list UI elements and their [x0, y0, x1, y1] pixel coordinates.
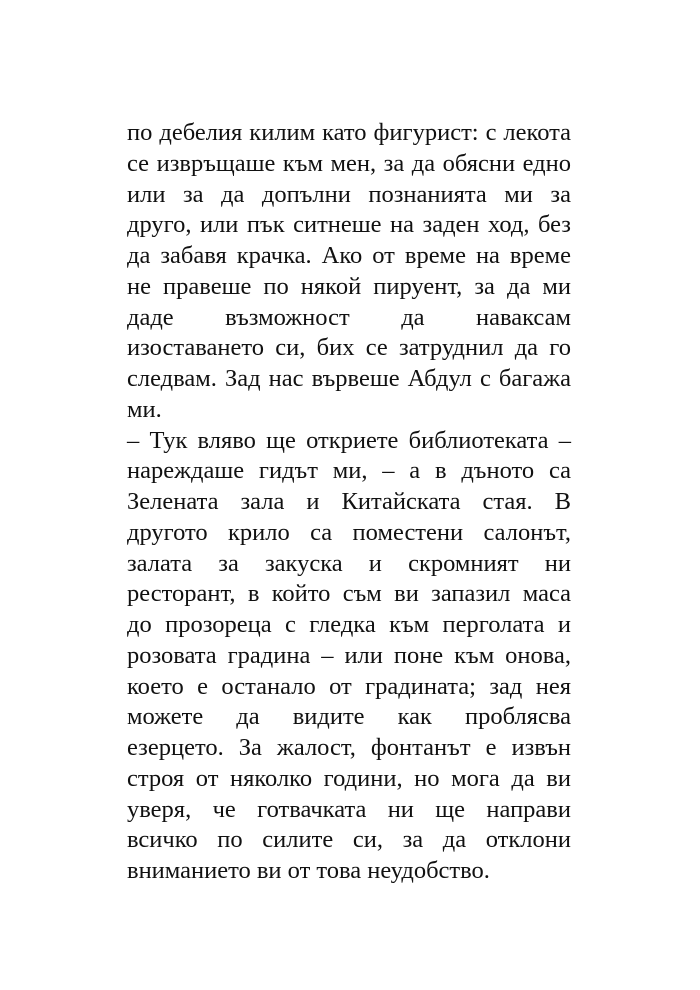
text-line: изоставането си, бих се затруднил да го — [127, 334, 571, 362]
text-line: по дебелия килим като фигурист: с лекота — [127, 119, 571, 146]
text-line: вниманието ви от това неудобство. — [127, 857, 490, 884]
text-line: розовата градина – или поне към онова, — [127, 641, 571, 669]
text-line: до прозореца с гледка към перголата и — [127, 611, 571, 638]
text-line: не правеше по някой пируент, за да ми — [127, 272, 571, 300]
text-line: Зелената зала и Китайската стая. В — [127, 488, 571, 515]
text-line: ресторант, в който съм ви запазил маса — [127, 580, 571, 608]
text-line: нареждаше гидът ми, – а в дъното са — [127, 457, 571, 485]
text-line: уверя, че готвачката ни ще направи — [127, 795, 571, 823]
text-line: следвам. Зад нас вървеше Абдул с багажа — [127, 365, 571, 392]
text-line: да забавя крачка. Ако от време на време — [127, 242, 571, 269]
paragraph — [127, 426, 571, 887]
text-line: езерцето. За жалост, фонтанът е извън — [127, 734, 571, 761]
text-line: което е останало от градината; зад нея — [127, 672, 571, 700]
text-line: или за да допълни познанията ми за — [127, 180, 571, 208]
text-line: – Тук вляво ще откриете библиотеката – — [127, 426, 571, 454]
text-line: можете да видите как проблясва — [127, 703, 571, 731]
body-text — [127, 118, 571, 887]
text-line: другото крило са поместени салонът, — [127, 518, 571, 546]
text-line: строя от няколко години, но мога да ви — [127, 764, 571, 792]
text-line: всичко по силите си, за да отклони — [127, 826, 571, 854]
text-line: залата за закуска и скромният ни — [127, 549, 571, 577]
text-line: се извръщаше към мен, за да обясни едно — [127, 149, 571, 177]
paragraph — [127, 118, 571, 426]
text-line: даде възможност да наваксам — [127, 303, 571, 331]
text-line: друго, или пък ситнеше на заден ход, без — [127, 211, 571, 239]
text-line: ми. — [127, 395, 162, 423]
